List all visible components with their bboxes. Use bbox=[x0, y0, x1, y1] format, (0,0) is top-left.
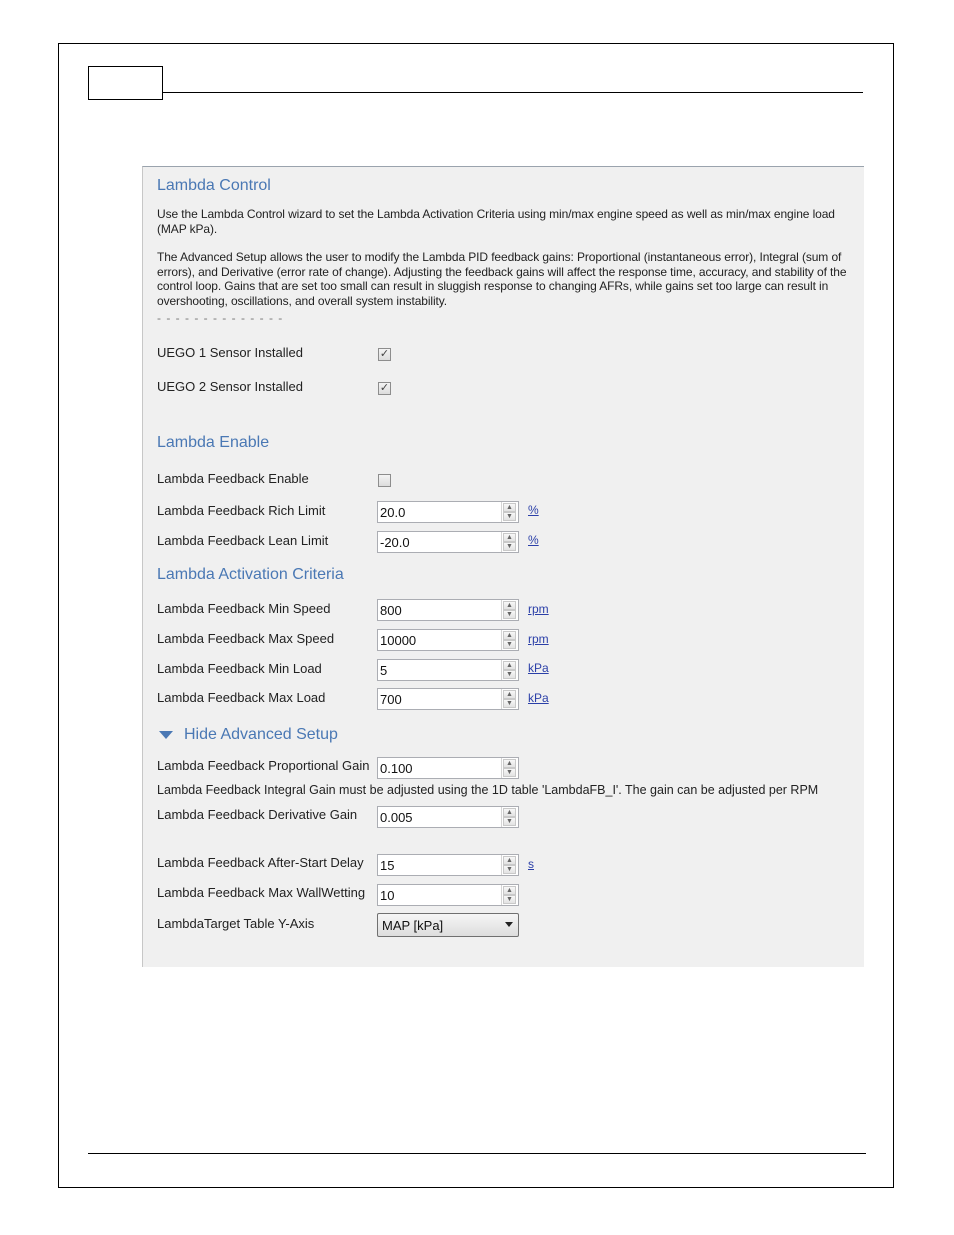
lean-limit-label: Lambda Feedback Lean Limit bbox=[157, 533, 329, 548]
lean-limit-input[interactable] bbox=[377, 531, 519, 553]
spin-arrows-icon bbox=[501, 855, 518, 875]
derivative-gain-value: 0.005 bbox=[380, 810, 413, 825]
spin-down-button[interactable]: ▼ bbox=[503, 512, 516, 521]
spin-down-button[interactable]: ▼ bbox=[503, 817, 516, 826]
spin-arrows-icon bbox=[501, 600, 518, 620]
min-load-label: Lambda Feedback Min Load bbox=[157, 661, 322, 676]
min-speed-unit-link[interactable]: rpm bbox=[528, 602, 549, 616]
feedback-enable-checkbox[interactable] bbox=[378, 474, 391, 487]
max-speed-label: Lambda Feedback Max Speed bbox=[157, 631, 335, 646]
spin-down-button[interactable]: ▼ bbox=[503, 542, 516, 551]
proportional-gain-value: 0.100 bbox=[380, 761, 413, 776]
max-speed-unit-link[interactable]: rpm bbox=[528, 632, 549, 646]
section-title-activation-criteria: Lambda Activation Criteria bbox=[157, 566, 344, 583]
footer-rule bbox=[88, 1153, 866, 1154]
uego2-checkbox[interactable]: ✓ bbox=[379, 382, 390, 394]
spin-down-button[interactable]: ▼ bbox=[503, 895, 516, 904]
feedback-enable-label: Lambda Feedback Enable bbox=[157, 471, 309, 486]
rich-limit-label: Lambda Feedback Rich Limit bbox=[157, 503, 326, 518]
rich-limit-value: 20.0 bbox=[380, 505, 406, 520]
spin-down-button[interactable]: ▼ bbox=[503, 699, 516, 708]
target-table-yaxis-label: LambdaTarget Table Y-Axis bbox=[157, 916, 315, 931]
uego2-label: UEGO 2 Sensor Installed bbox=[157, 379, 303, 394]
proportional-gain-label: Lambda Feedback Proportional Gain bbox=[157, 758, 370, 773]
spin-arrows-icon bbox=[501, 807, 518, 827]
derivative-gain-input[interactable] bbox=[377, 806, 519, 828]
spin-up-button[interactable]: ▲ bbox=[503, 690, 516, 699]
max-speed-value: 10000 bbox=[380, 633, 417, 648]
spin-up-button[interactable]: ▲ bbox=[503, 886, 516, 895]
spin-down-button[interactable]: ▼ bbox=[503, 670, 516, 679]
max-speed-input[interactable] bbox=[377, 629, 519, 651]
max-load-label: Lambda Feedback Max Load bbox=[157, 690, 326, 705]
integral-gain-note: Lambda Feedback Integral Gain must be adjusted using the 1D table 'LambdaFB_I'. The gain can be adjusted per RPM bbox=[157, 783, 819, 797]
min-speed-value: 800 bbox=[380, 603, 402, 618]
lean-limit-value: -20.0 bbox=[380, 535, 410, 550]
spin-up-button[interactable]: ▲ bbox=[503, 601, 516, 610]
spin-up-button[interactable]: ▲ bbox=[503, 631, 516, 640]
section-title-lambda-control: Lambda Control bbox=[157, 177, 271, 194]
collapse-triangle-icon[interactable] bbox=[159, 731, 173, 739]
spin-up-button[interactable]: ▲ bbox=[503, 533, 516, 542]
target-table-yaxis-value: MAP [kPa] bbox=[382, 918, 444, 933]
section-title-lambda-enable: Lambda Enable bbox=[157, 434, 270, 451]
min-load-input[interactable] bbox=[377, 659, 519, 681]
max-load-value: 700 bbox=[380, 692, 402, 707]
max-wallwetting-label: Lambda Feedback Max WallWetting bbox=[157, 885, 366, 900]
rich-limit-input[interactable] bbox=[377, 501, 519, 523]
description-wizard: Use the Lambda Control wizard to set the Lambda Activation Criteria using min/max engine speed as well as min/max engine load (MAP kPa). bbox=[157, 207, 835, 236]
spin-up-button[interactable]: ▲ bbox=[503, 856, 516, 865]
max-load-unit-link[interactable]: kPa bbox=[528, 691, 549, 705]
spin-up-button[interactable]: ▲ bbox=[503, 808, 516, 817]
spin-arrows-icon bbox=[501, 630, 518, 650]
spin-up-button[interactable]: ▲ bbox=[503, 759, 516, 768]
page-number-box bbox=[88, 66, 163, 100]
dropdown-arrow-icon bbox=[505, 922, 513, 927]
spin-down-button[interactable]: ▼ bbox=[503, 640, 516, 649]
uego1-label: UEGO 1 Sensor Installed bbox=[157, 345, 303, 360]
max-load-input[interactable] bbox=[377, 688, 519, 710]
hide-advanced-setup-toggle[interactable]: Hide Advanced Setup bbox=[184, 726, 338, 743]
after-start-delay-input[interactable] bbox=[377, 854, 519, 876]
after-start-delay-label: Lambda Feedback After-Start Delay bbox=[157, 855, 364, 870]
spin-arrows-icon bbox=[501, 885, 518, 905]
spin-arrows-icon bbox=[501, 758, 518, 778]
spin-arrows-icon bbox=[501, 532, 518, 552]
spin-down-button[interactable]: ▼ bbox=[503, 610, 516, 619]
spin-down-button[interactable]: ▼ bbox=[503, 865, 516, 874]
lean-limit-unit-link[interactable]: % bbox=[528, 533, 539, 547]
rich-limit-unit-link[interactable]: % bbox=[528, 503, 539, 517]
description-advanced: The Advanced Setup allows the user to modify the Lambda PID feedback gains: Proportional (instantaneous error), Integral (sum of errors), and Derivative (error rate of change). Adjusting the feedback gains will affect the response time, accuracy, and stability of the control loop. Gains that are set too small can result in sluggish response to changing AFRs, while gains set too large can result in overshooting, oscillations, and overall system instability. bbox=[157, 250, 847, 308]
uego1-checkbox[interactable]: ✓ bbox=[379, 348, 390, 360]
max-wallwetting-input[interactable] bbox=[377, 884, 519, 906]
target-table-yaxis-select[interactable] bbox=[377, 913, 519, 937]
lambda-control-panel bbox=[142, 166, 864, 967]
min-load-value: 5 bbox=[380, 663, 388, 678]
spin-arrows-icon bbox=[501, 660, 518, 680]
spin-arrows-icon bbox=[501, 502, 518, 522]
min-speed-label: Lambda Feedback Min Speed bbox=[157, 601, 331, 616]
min-load-unit-link[interactable]: kPa bbox=[528, 661, 549, 675]
after-start-delay-unit-link[interactable]: s bbox=[528, 857, 534, 871]
separator: - - - - - - - - - - - - - - bbox=[157, 311, 284, 325]
spin-up-button[interactable]: ▲ bbox=[503, 503, 516, 512]
min-speed-input[interactable] bbox=[377, 599, 519, 621]
derivative-gain-label: Lambda Feedback Derivative Gain bbox=[157, 807, 358, 822]
after-start-delay-value: 15 bbox=[380, 858, 395, 873]
spin-down-button[interactable]: ▼ bbox=[503, 768, 516, 777]
proportional-gain-input[interactable] bbox=[377, 757, 519, 779]
spin-up-button[interactable]: ▲ bbox=[503, 661, 516, 670]
spin-arrows-icon bbox=[501, 689, 518, 709]
header-rule bbox=[162, 92, 863, 93]
max-wallwetting-value: 10 bbox=[380, 888, 395, 903]
